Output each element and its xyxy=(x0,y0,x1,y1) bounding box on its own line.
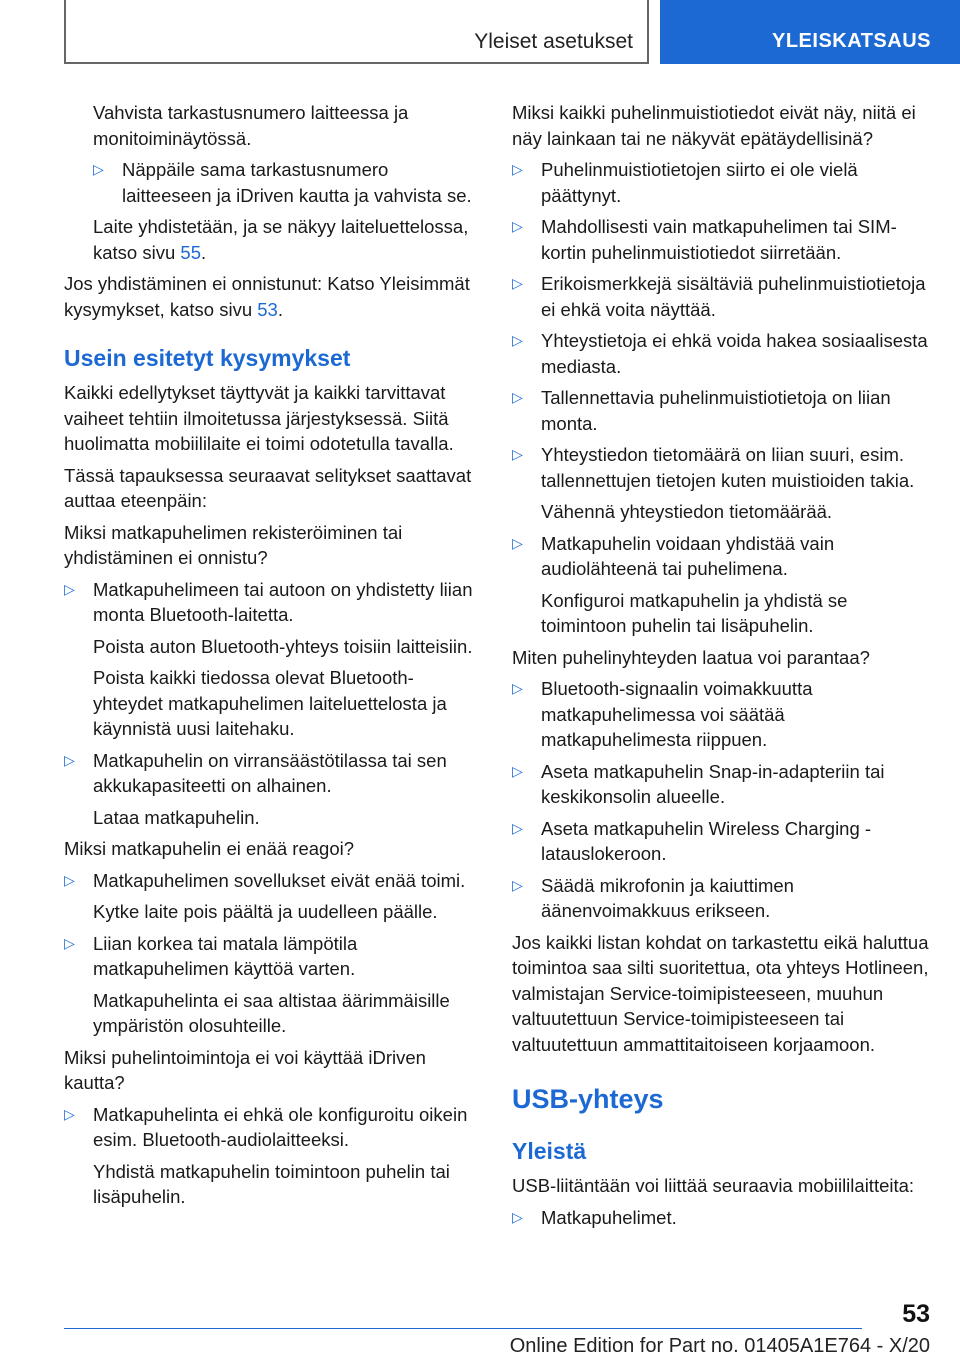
bullet-item: ▷ Matkapuhelimeen tai autoon on yhdistetty liian monta Bluetooth-laitetta. xyxy=(64,578,473,625)
paragraph: Poista auton Bluetooth-yhteys toisiin laitteisiin. xyxy=(93,635,473,657)
triangle-bullet-icon: ▷ xyxy=(512,1208,523,1225)
triangle-bullet-icon: ▷ xyxy=(93,161,104,177)
triangle-bullet-icon: ▷ xyxy=(512,534,523,551)
paragraph: Laite yhdistetään, ja se näkyy laiteluettelossa, katso sivu 55. xyxy=(93,216,469,263)
paragraph: Kytke laite pois päältä ja uudelleen päälle. xyxy=(93,901,438,922)
bullet-item: ▷ Puhelinmuistiotietojen siirto ei ole vielä päättynyt. xyxy=(512,159,858,206)
bullet-item: ▷ Matkapuhelinta ei ehkä ole konfiguroitu oikein esim. Bluetooth-audiolaitteeksi. xyxy=(64,1103,468,1150)
paragraph: Lataa matkapuhelin. xyxy=(93,806,260,828)
section-heading: Usein esitetyt kysymykset xyxy=(64,345,351,371)
triangle-bullet-icon: ▷ xyxy=(512,218,523,234)
bullet-item: ▷ Matkapuhelin voidaan yhdistää vain audiolähteenä tai puhelimena. xyxy=(512,532,835,579)
paragraph: Jos kaikki listan kohdat on tarkastettu eikä haluttua toimintoa saa silti suoritettua, ota yhteys Hotlineen, valmistajan Service-toimipisteeseen, muuhun valtuutettuun Service-toimipisteeseen tai valtuutettuun ammattitaitoiseen korjaamoon. xyxy=(512,931,929,1055)
question: Miksi kaikki puhelinmuistiotiedot eivät näy, niitä ei näy lainkaan tai ne näkyvät epätäydellisinä? xyxy=(512,102,916,149)
bullet-item: ▷ Yhteystietoja ei ehkä voida hakea sosiaalisesta mediasta. xyxy=(512,330,928,377)
right-column xyxy=(512,100,932,1236)
paragraph: USB-liitäntään voi liittää seuraavia mobiililaitteita: xyxy=(512,1175,915,1196)
bullet-item: ▷ Bluetooth-signaalin voimakkuutta matkapuhelimessa voi säätää matkapuhelimesta riippuen. xyxy=(512,678,813,750)
bullet-item: ▷ Aseta matkapuhelin Snap-in-adapteriin tai keskikonsolin alueelle. xyxy=(512,760,885,807)
question: Miksi matkapuhelin ei enää reagoi? xyxy=(64,838,355,859)
triangle-bullet-icon: ▷ xyxy=(512,762,523,779)
question: Miten puhelinyhteyden laatua voi parantaa? xyxy=(512,646,870,668)
page-link[interactable]: 53 xyxy=(257,298,278,320)
footer-edition: Online Edition for Part no. 01405A1E764 - X/20 xyxy=(509,1335,930,1357)
question: Miksi puhelintoimintoja ei voi käyttää iDriven kautta? xyxy=(64,1046,426,1093)
question: Miksi matkapuhelimen rekisteröiminen tai yhdistäminen ei onnistu? xyxy=(64,521,403,568)
triangle-bullet-icon: ▷ xyxy=(512,332,523,348)
bullet-item: ▷ Matkapuhelimen sovellukset eivät enää toimi. xyxy=(64,868,482,894)
paragraph: Yhdistä matkapuhelin toimintoon puhelin tai lisäpuhelin. xyxy=(93,1160,450,1207)
page-number: 53 xyxy=(902,1300,930,1328)
section-title: Yleiset asetukset xyxy=(474,30,633,53)
paragraph: Vähennä yhteystiedon tietomäärää. xyxy=(541,501,833,522)
bullet-item: ▷ Matkapuhelimet. xyxy=(512,1205,932,1231)
chapter-tab: YLEISKATSAUS xyxy=(660,0,960,64)
bullet-item: ▷ Säädä mikrofonin ja kaiuttimen äänenvoimakkuus erikseen. xyxy=(512,874,794,921)
triangle-bullet-icon: ▷ xyxy=(512,680,523,696)
bullet-item: ▷ Tallennettavia puhelinmuistiotietoja on liian monta. xyxy=(512,387,891,434)
bullet-item: ▷ Näppäile sama tarkastusnumero laitteeseen ja iDriven kautta ja vahvista se. xyxy=(93,159,472,206)
bullet-item: ▷ Matkapuhelin on virransäästötilassa tai sen akkukapasiteetti on alhainen. xyxy=(64,749,447,796)
triangle-bullet-icon: ▷ xyxy=(64,934,75,951)
left-column xyxy=(64,100,482,1216)
paragraph: Kaikki edellytykset täyttyvät ja kaikki tarvittavat vaiheet tehtiin ilmoitetussa järjestyksessä. Siitä huolimatta mobiililaite ei toimi odotetulla tavalla. xyxy=(64,382,454,454)
page-link[interactable]: 55 xyxy=(180,241,201,263)
footer-divider xyxy=(64,1328,862,1329)
triangle-bullet-icon: ▷ xyxy=(512,389,523,405)
paragraph: Vahvista tarkastusnumero laitteessa ja monitoiminäytössä. xyxy=(93,102,409,149)
triangle-bullet-icon: ▷ xyxy=(512,275,523,291)
triangle-bullet-icon: ▷ xyxy=(512,876,523,893)
paragraph: Konfiguroi matkapuhelin ja yhdistä se toimintoon puhelin tai lisäpuhelin. xyxy=(541,589,848,636)
bullet-item: ▷ Aseta matkapuhelin Wireless Charging -latauslokeroon. xyxy=(512,817,872,864)
triangle-bullet-icon: ▷ xyxy=(64,751,75,768)
paragraph: Matkapuhelinta ei saa altistaa äärimmäisille ympäristön olosuhteille. xyxy=(93,989,450,1036)
triangle-bullet-icon: ▷ xyxy=(64,580,75,597)
triangle-bullet-icon: ▷ xyxy=(64,871,75,888)
triangle-bullet-icon: ▷ xyxy=(512,446,523,462)
paragraph: Jos yhdistäminen ei onnistunut: Katso Yleisimmät kysymykset, katso sivu 53. xyxy=(64,273,470,320)
bullet-item: ▷ Liian korkea tai matala lämpötila matkapuhelimen käyttöä varten. xyxy=(64,932,358,979)
chapter-heading: USB-yhteys xyxy=(512,1084,664,1114)
triangle-bullet-icon: ▷ xyxy=(512,819,523,836)
paragraph: Tässä tapauksessa seuraavat selitykset saattavat auttaa eteenpäin: xyxy=(64,464,472,511)
subsection-heading: Yleistä xyxy=(512,1138,587,1164)
paragraph: Poista kaikki tiedossa olevat Bluetooth-yhteydet matkapuhelimen laiteluettelosta ja käynnistä uusi laitehaku. xyxy=(93,667,447,739)
header-section-box xyxy=(64,0,649,64)
bullet-item: ▷ Mahdollisesti vain matkapuhelimen tai SIM-kortin puhelinmuistiotiedot siirretään. xyxy=(512,216,897,263)
bullet-item: ▷ Yhteystiedon tietomäärä on liian suuri, esim. tallennettujen tietojen kuten muistioiden takia. xyxy=(512,444,915,491)
bullet-item: ▷ Erikoismerkkejä sisältäviä puhelinmuistiotietoja ei ehkä voita näyttää. xyxy=(512,273,926,320)
triangle-bullet-icon: ▷ xyxy=(512,161,523,177)
triangle-bullet-icon: ▷ xyxy=(64,1105,75,1122)
